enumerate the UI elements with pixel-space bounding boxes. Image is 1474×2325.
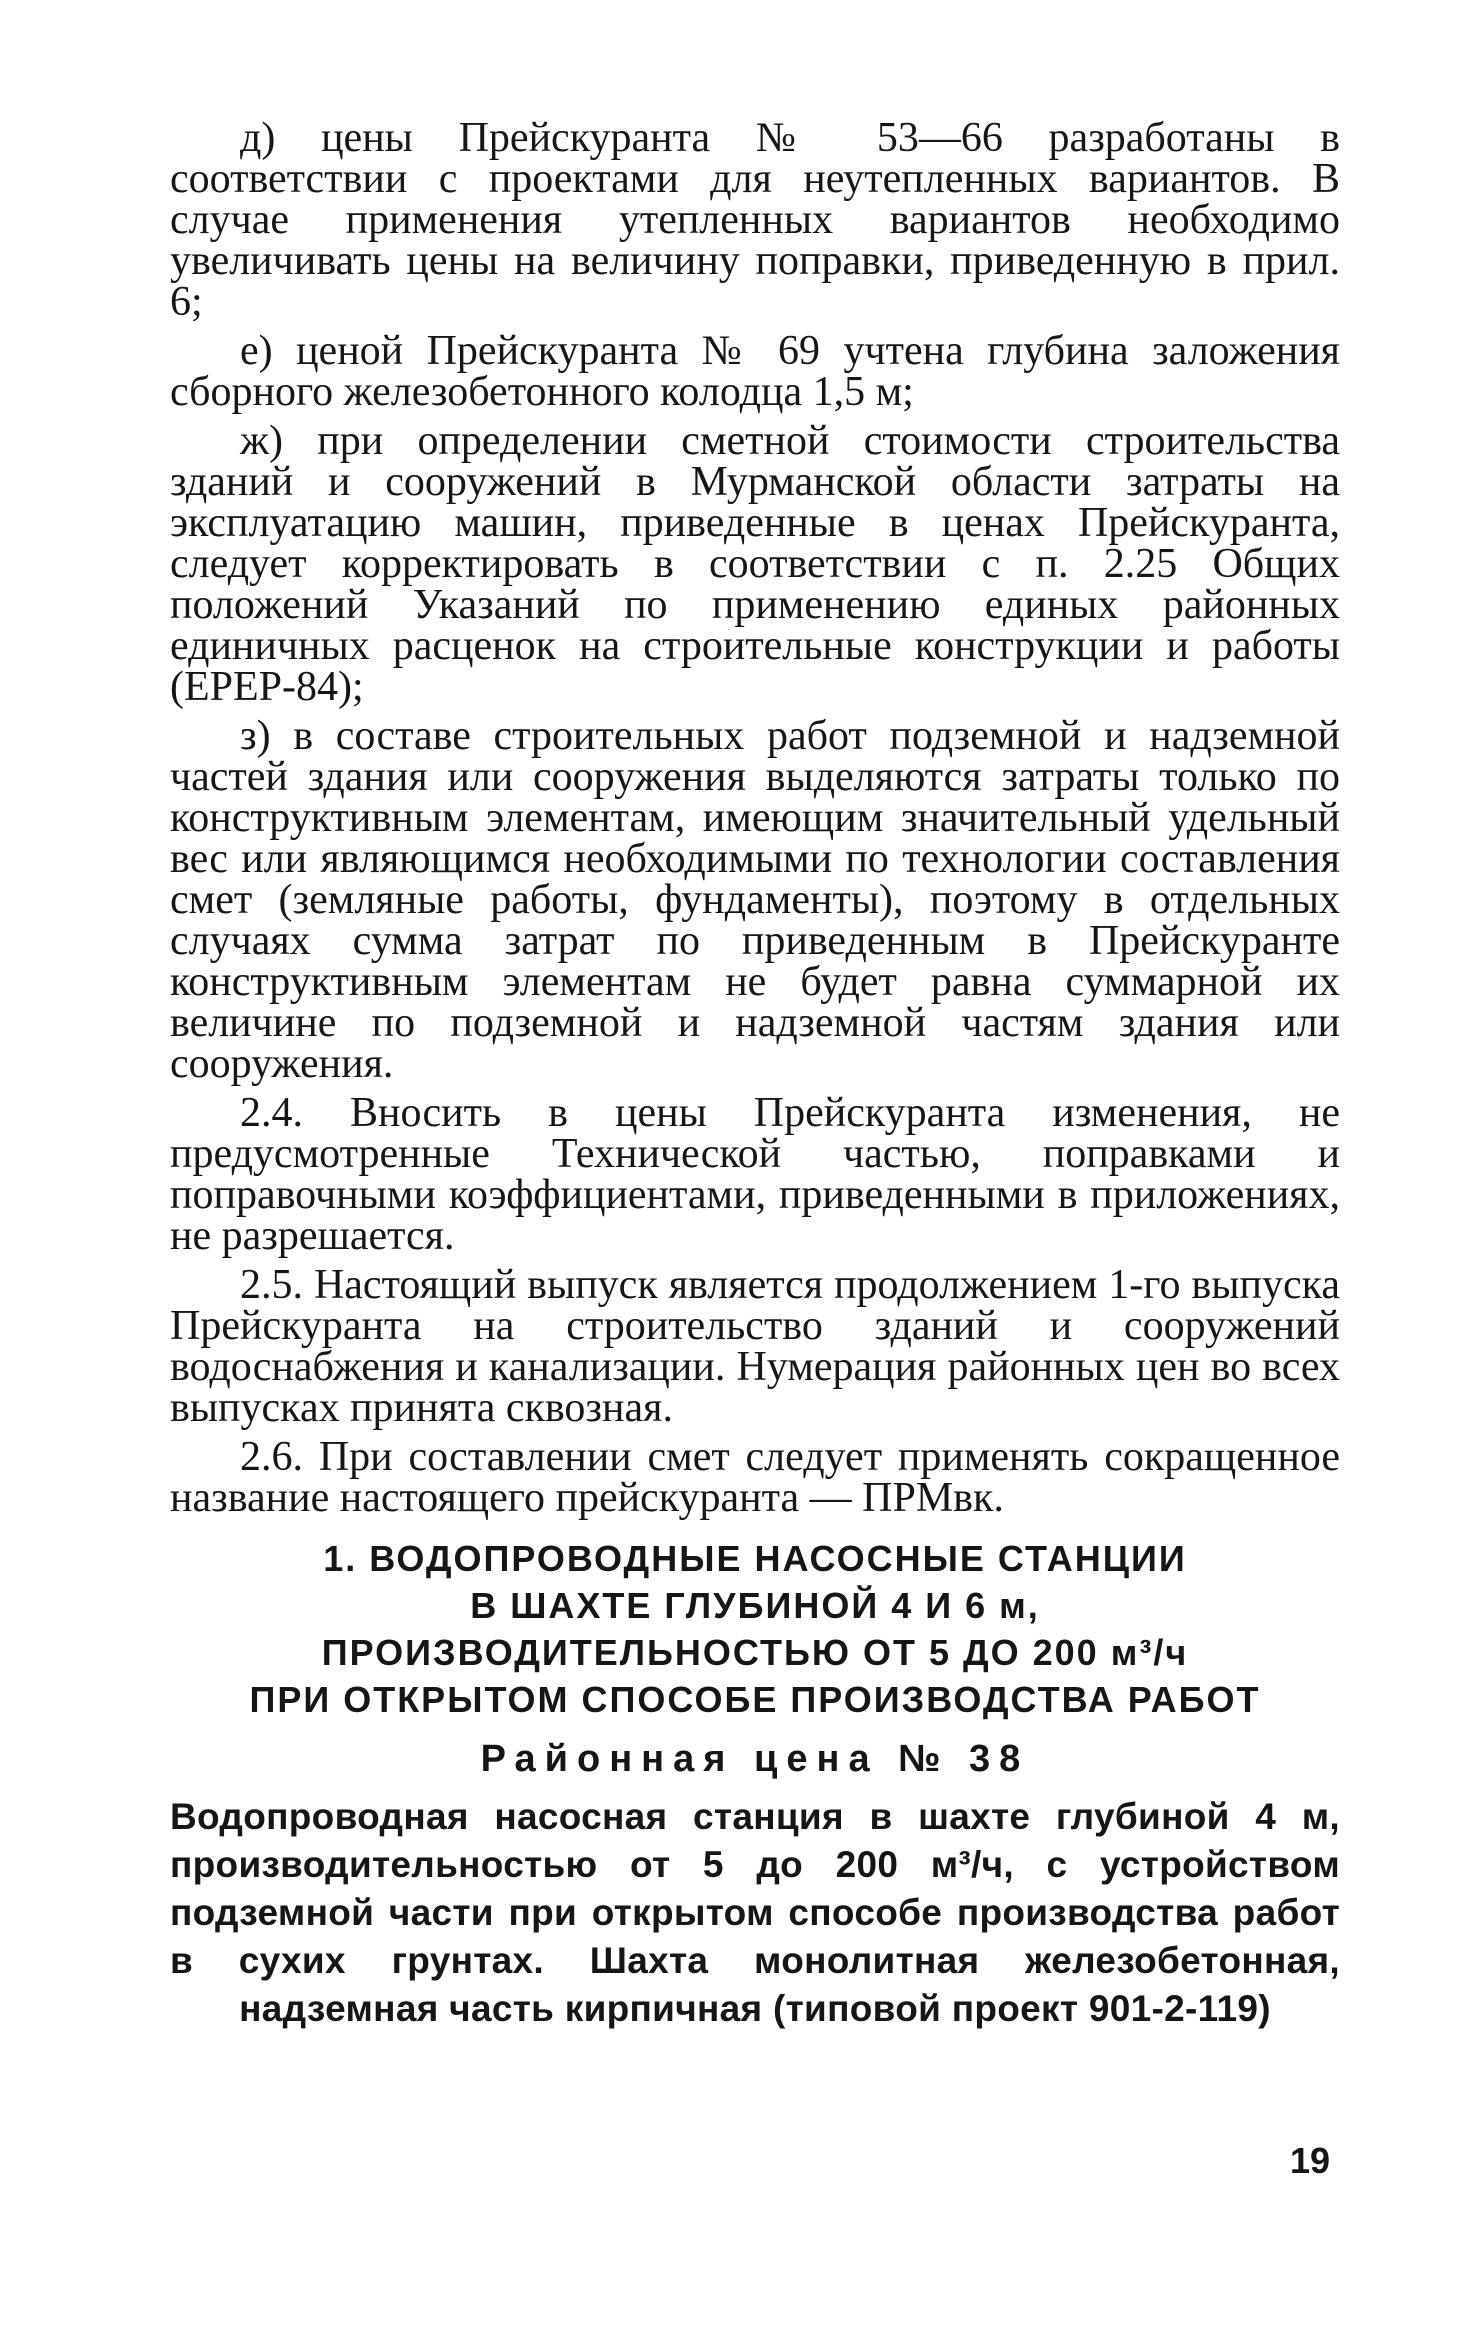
paragraph-2-5: 2.5. Настоящий выпуск является продолжением 1-го выпуска Прейскуранта на строительство зданий и сооружений водоснабжения и канализации. Нумерация районных цен во всех выпусках принята сквозная. — [170, 1262, 1340, 1431]
price-description: Водопроводная насосная станция в шахте глубиной 4 м, производительностью от 5 до 200 м³/ч, с устройством подземной части при открытом способе производства работ в сухих грунтах. Шахта монолитная железобетонная, надземная часть кирпичная (типовой проект 901-2-119) — [170, 1796, 1340, 2029]
page-number: 19 — [1290, 2140, 1331, 2181]
paragraph-2-4: 2.4. Вносить в цены Прейскуранта изменения, не предусмотренные Технической частью, поправками и поправочными коэффициентами, приведенными в приложениях, не разрешается. — [170, 1090, 1340, 1259]
section-heading-line-2: В ШАХТЕ ГЛУБИНОЙ 4 И 6 м, — [470, 1585, 1040, 1626]
section-heading-line-1: 1. ВОДОПРОВОДНЫЕ НАСОСНЫЕ СТАНЦИИ — [323, 1538, 1187, 1579]
document-page — [170, 115, 1340, 2033]
paragraph-d: д) цены Прейскуранта № 53—66 разработаны в соответствии с проектами для неутепленных вариантов. В случае применения утепленных вариантов необходимо увеличивать цены на величину поправки, приведенную в прил. 6; — [170, 115, 1340, 325]
section-heading — [170, 1535, 1340, 1723]
paragraph-z: з) в составе строительных работ подземной и надземной частей здания или сооружения выделяются затраты только по конструктивным элементам, имеющим значительный удельный вес или являющимся необходимыми по технологии составления смет (земляные работы, фундаменты), поэтому в отдельных случаях сумма затрат по приведенным в Прейскуранте конструктивным элементам не будет равна суммарной их величине по подземной и надземной частям здания или сооружения. — [170, 713, 1340, 1087]
paragraph-2-6: 2.6. При составлении смет следует применять сокращенное название настоящего прейскуранта — ПРМвк. — [170, 1434, 1340, 1521]
section-heading-line-4: ПРИ ОТКРЫТОМ СПОСОБЕ ПРОИЗВОДСТВА РАБОТ — [249, 1679, 1261, 1720]
paragraph-zh: ж) при определении сметной стоимости строительства зданий и сооружений в Мурманской области затраты на эксплуатацию машин, приведенные в ценах Прейскуранта, следует корректировать в соответствии с п. 2.25 Общих положений Указаний по применению единых районных единичных расценок на строительные конструкции и работы (ЕРЕР-84); — [170, 418, 1340, 710]
paragraph-e: е) ценой Прейскуранта № 69 учтена глубина заложения сборного железобетонного колодца 1,5 м; — [170, 328, 1340, 415]
price-title: Районная цена № 38 — [480, 1738, 1030, 1780]
section-heading-line-3: ПРОИЗВОДИТЕЛЬНОСТЬЮ ОТ 5 ДО 200 м³/ч — [321, 1632, 1189, 1673]
